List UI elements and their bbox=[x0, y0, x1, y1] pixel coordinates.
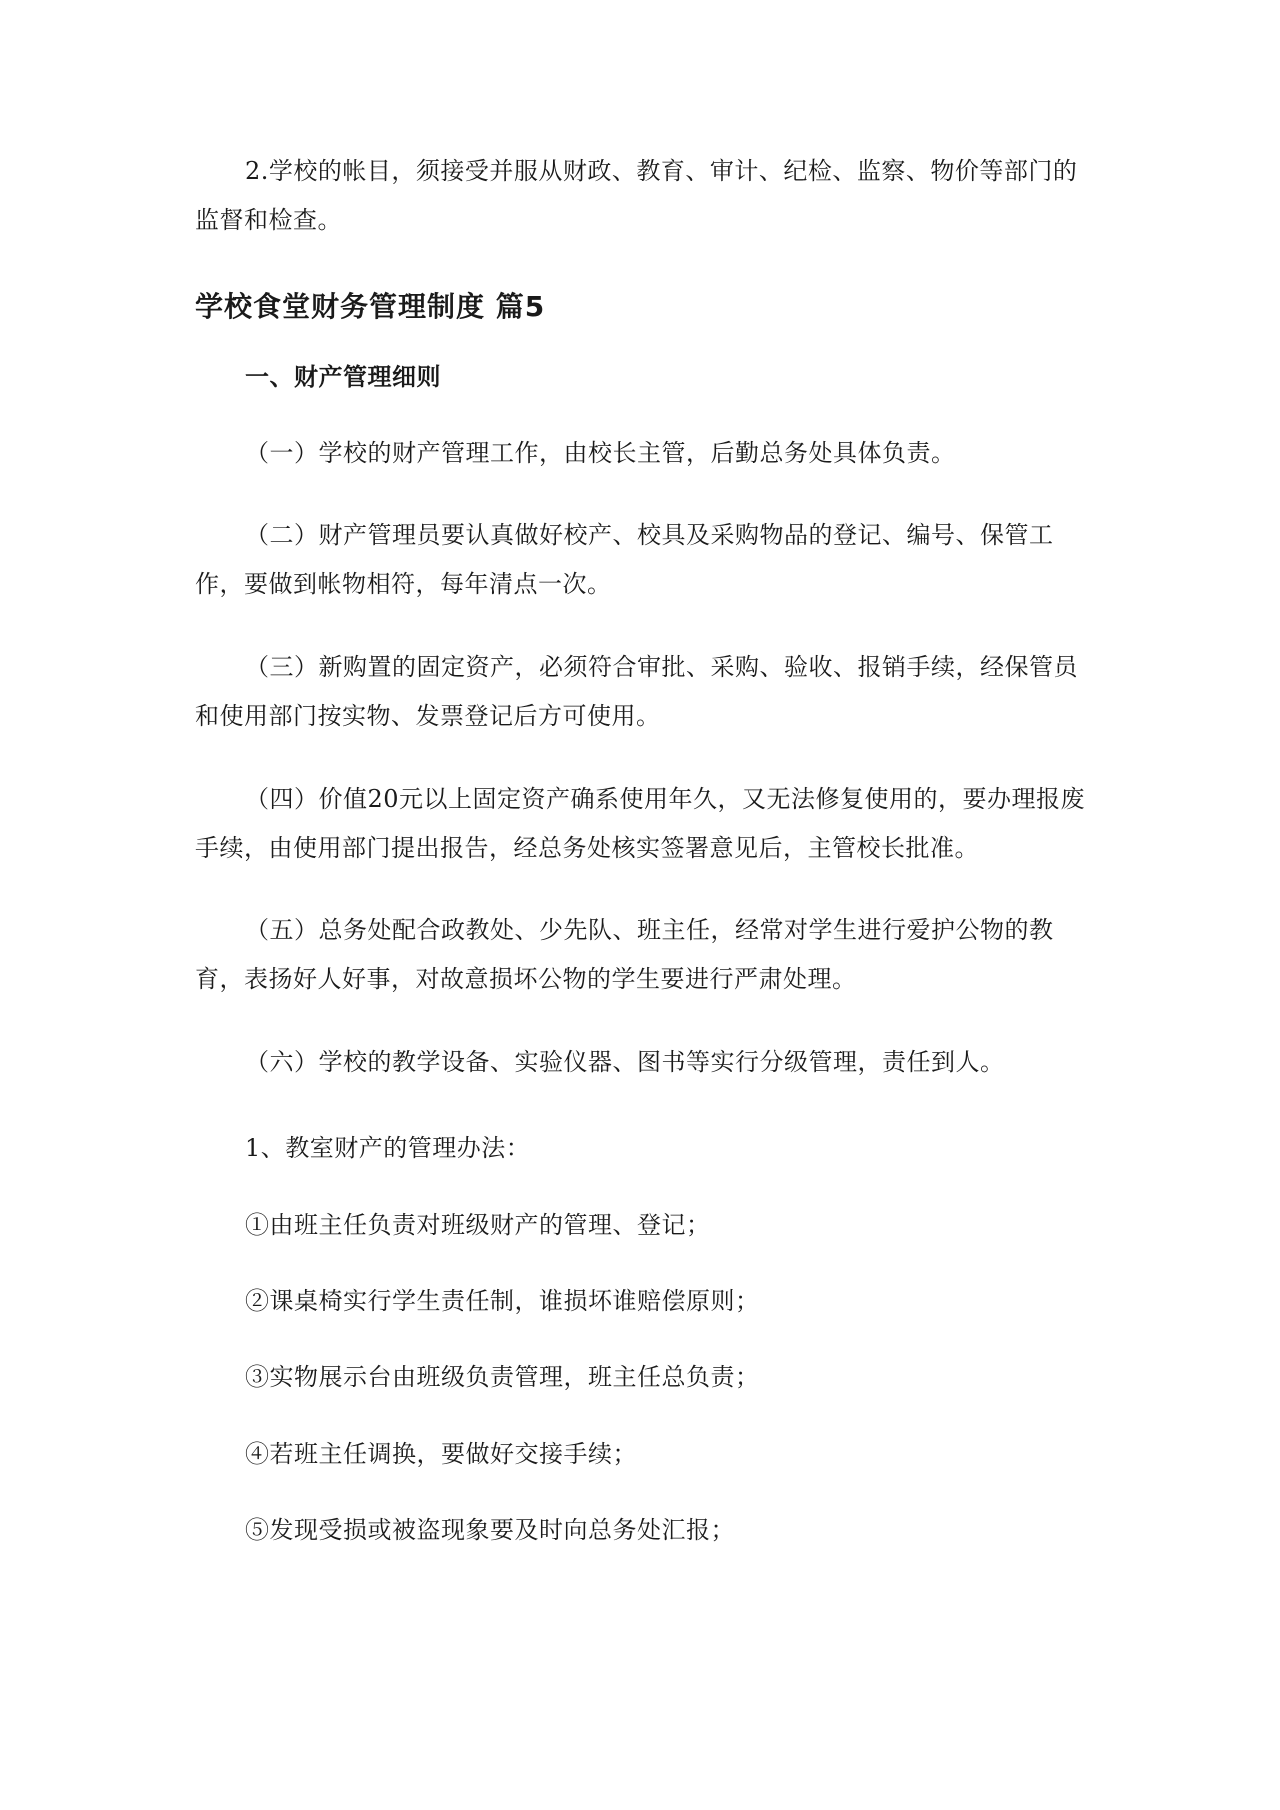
paragraph-3: （三）新购置的固定资产，必须符合审批、采购、验收、报销手续，经保管员和使用部门按实物、发票登记后方可使用。 bbox=[195, 653, 1078, 730]
paragraph-4: （四）价值20元以上固定资产确系使用年久，又无法修复使用的，要办理报废手续，由使用部门提出报告，经总务处核实签署意见后，主管校长批准。 bbox=[195, 785, 1086, 862]
list-heading: 1、教室财产的管理办法： bbox=[245, 1134, 531, 1162]
list-item-2: ②课桌椅实行学生责任制，谁损坏谁赔偿原则； bbox=[245, 1287, 760, 1315]
list-item-5: ⑤发现受损或被盗现象要及时向总务处汇报； bbox=[245, 1516, 735, 1544]
section-title: 学校食堂财务管理制度 篇5 bbox=[195, 290, 546, 323]
list-item-4: ④若班主任调换，要做好交接手续； bbox=[245, 1440, 637, 1468]
paragraph-2: （二）财产管理员要认真做好校产、校具及采购物品的登记、编号、保管工作，要做到帐物相符，每年清点一次。 bbox=[195, 521, 1054, 598]
list-item-3: ③实物展示台由班级负责管理，班主任总负责； bbox=[245, 1363, 760, 1391]
paragraph-1: （一）学校的财产管理工作，由校长主管，后勤总务处具体负责。 bbox=[245, 439, 956, 467]
intro-paragraph: 2.学校的帐目，须接受并服从财政、教育、审计、纪检、监察、物价等部门的监督和检查。 bbox=[195, 157, 1078, 234]
paragraph-6: （六）学校的教学设备、实验仪器、图书等实行分级管理，责任到人。 bbox=[245, 1048, 1005, 1076]
paragraph-5: （五）总务处配合政教处、少先队、班主任，经常对学生进行爱护公物的教育，表扬好人好事，对故意损坏公物的学生要进行严肃处理。 bbox=[195, 916, 1054, 993]
subsection-title: 一、财产管理细则 bbox=[245, 363, 441, 391]
list-item-1: ①由班主任负责对班级财产的管理、登记； bbox=[245, 1211, 711, 1239]
